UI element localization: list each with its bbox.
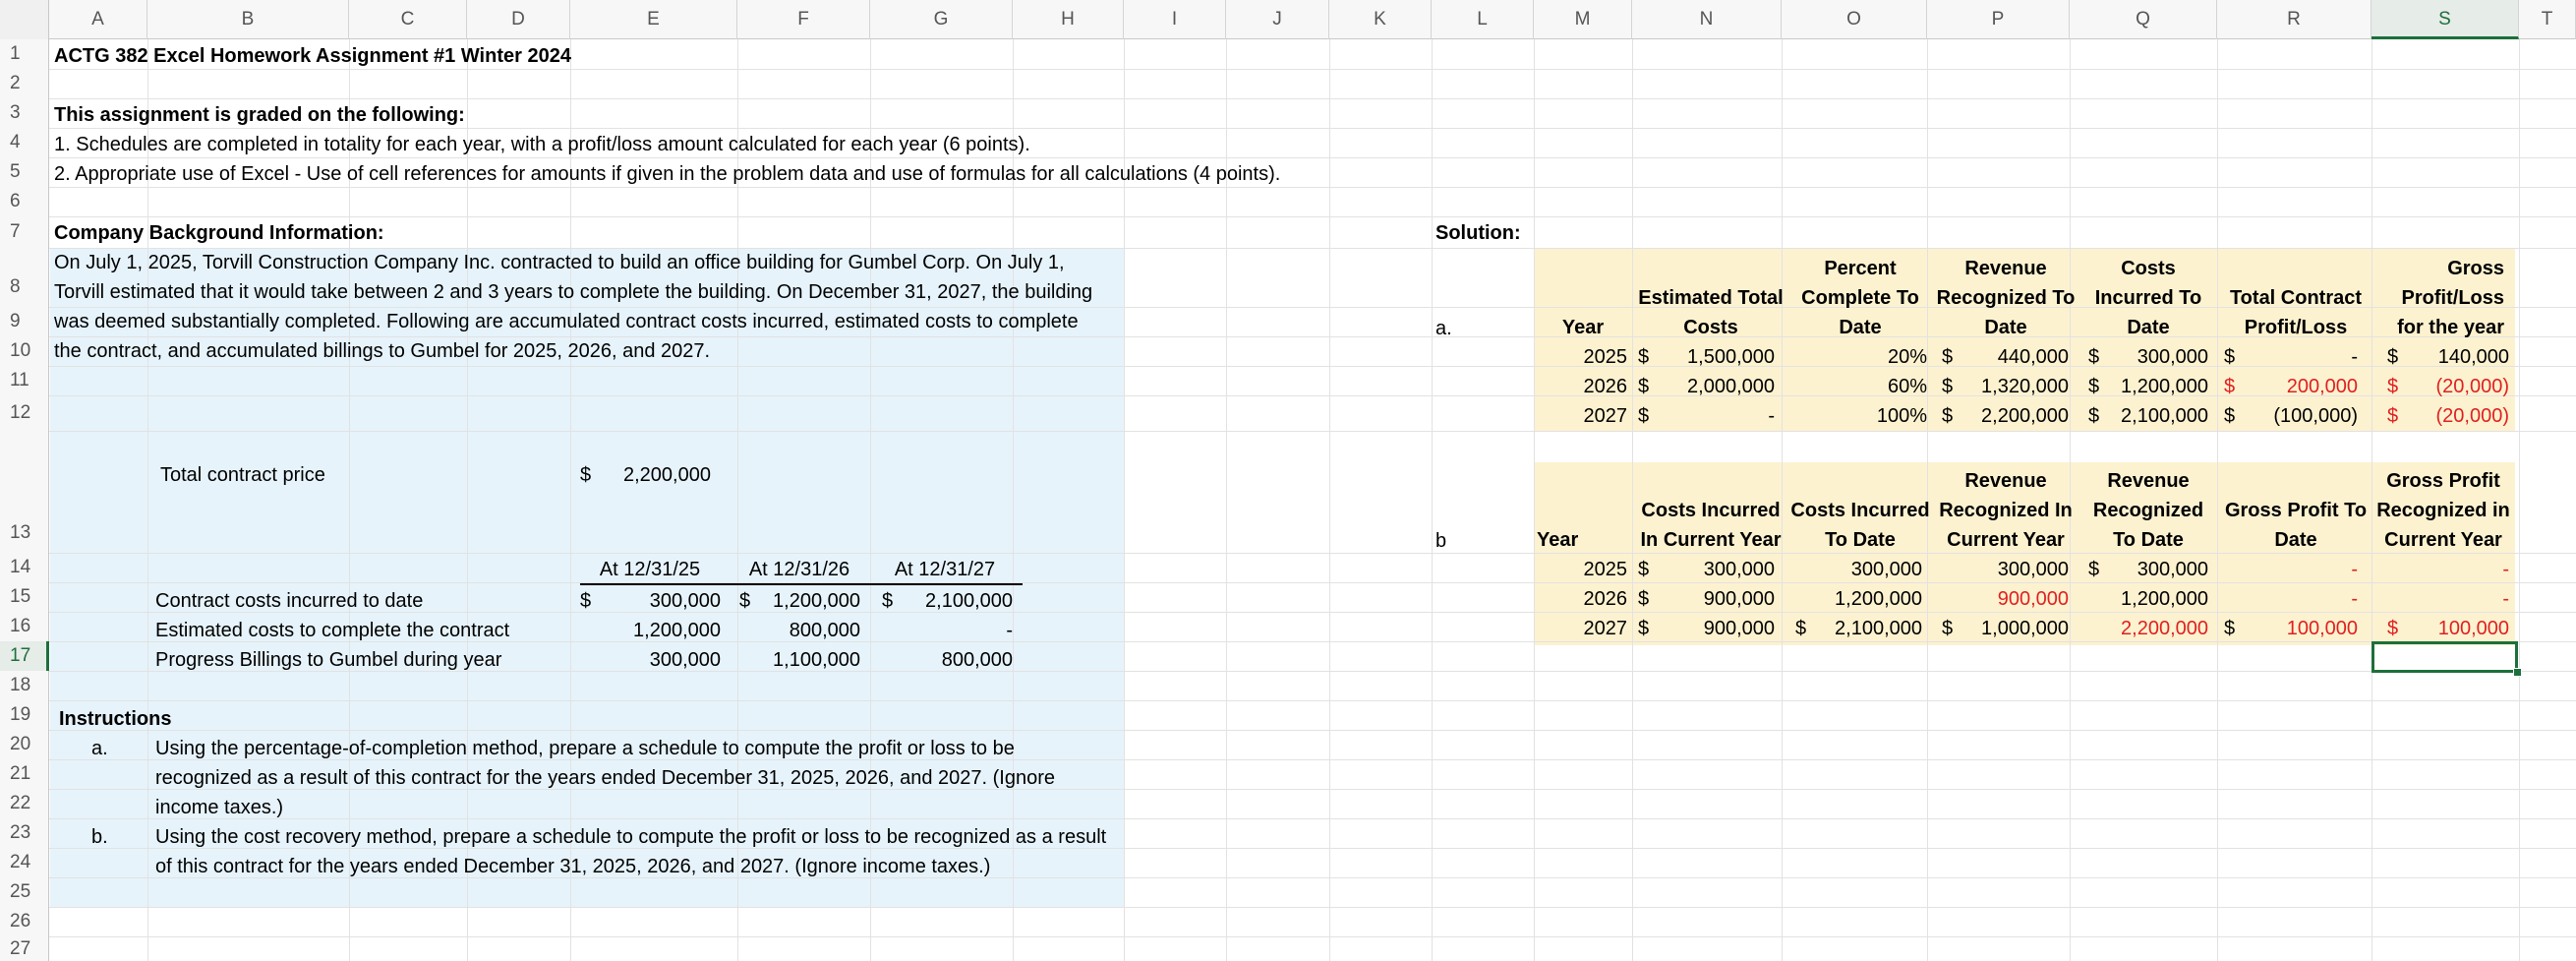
table-a-header[interactable]: Date [2127,317,2170,338]
row-gridline [0,98,2576,99]
table-a-header[interactable]: Gross [2447,258,2504,279]
table-a-header[interactable]: Year [1561,317,1605,338]
row-header-23[interactable]: 23 [10,822,31,843]
grading-item-1[interactable]: 1. Schedules are completed in totality for each year, with a profit/loss amount calculated for each year (6 points). [54,134,1030,155]
table-b-rev-current[interactable]: 300,000 [1997,559,2069,580]
table-a-dollar: $ [2387,346,2399,368]
data-dollar: $ [739,590,751,612]
row-gridline [0,216,2576,217]
column-header-o[interactable]: O [1782,0,1927,39]
table-b-costs-to-date[interactable]: 2,100,000 [1835,618,1922,639]
table-b-costs-current[interactable]: 900,000 [1703,588,1775,610]
column-gridline [1782,0,1783,961]
column-header-t[interactable]: T [2519,0,2576,39]
table-b-dollar: $ [1638,618,1650,639]
table-b-header[interactable]: Gross Profit To [2224,500,2368,521]
row-header-16[interactable]: 16 [10,616,31,636]
column-header-d[interactable]: D [467,0,570,39]
table-a-est-total[interactable]: 2,000,000 [1687,376,1775,397]
row-header-22[interactable]: 22 [10,793,31,813]
table-b-rev-to-date[interactable]: 300,000 [2137,559,2208,580]
instruction-a-line[interactable]: income taxes.) [155,797,284,818]
table-b-header[interactable]: To Date [1825,529,1896,551]
column-header-i[interactable]: I [1124,0,1226,39]
grading-heading[interactable]: This assignment is graded on the following: [54,104,465,126]
data-value[interactable]: 300,000 [649,590,721,612]
row-gridline [0,700,2576,701]
row-header-2[interactable]: 2 [10,73,21,93]
column-header-n[interactable]: N [1632,0,1782,39]
row-header-15[interactable]: 15 [10,586,31,607]
table-a-header[interactable]: Revenue [1964,258,2047,279]
row-header-3[interactable]: 3 [10,102,21,123]
table-b-header[interactable]: Current Year [1947,529,2065,551]
data-value[interactable]: 1,200,000 [773,590,860,612]
data-header-2026[interactable]: At 12/31/26 [748,559,850,580]
data-row-label[interactable]: Progress Billings to Gumbel during year [155,649,502,671]
row-header-24[interactable]: 24 [10,852,31,872]
table-b-gp-current[interactable]: 100,000 [2437,618,2509,639]
assignment-title[interactable]: ACTG 382 Excel Homework Assignment #1 Winter 2024 [54,45,571,67]
table-b-header[interactable]: Recognized [2092,500,2204,521]
row-header-10[interactable]: 10 [10,340,31,361]
solution-label[interactable]: Solution: [1435,222,1521,244]
table-a-percent[interactable]: 60% [1887,376,1927,397]
table-a-est-total[interactable]: 1,500,000 [1687,346,1775,368]
table-b-header[interactable]: Recognized In [1939,500,2073,521]
table-a-header[interactable]: for the year [2397,317,2504,338]
background-line-1[interactable]: On July 1, 2025, Torvill Construction Company Inc. contracted to build an office building for Gumbel Corp. On July 1, [54,252,1065,273]
table-a-dollar: $ [2088,405,2100,427]
table-b-costs-current[interactable]: 300,000 [1703,559,1775,580]
table-a-header[interactable]: Date [1839,317,1882,338]
table-b-dollar: $ [1942,618,1954,639]
table-b-costs-current[interactable]: 900,000 [1703,618,1775,639]
row-header-13[interactable]: 13 [10,522,31,543]
column-header-r[interactable]: R [2217,0,2371,39]
column-header-b[interactable]: B [147,0,349,39]
background-line-2[interactable]: Torvill estimated that it would take between 2 and 3 years to complete the building. On December 31, 2027, the building [54,281,1093,303]
row-header-7[interactable]: 7 [10,221,21,242]
table-a-dollar: $ [1942,405,1954,427]
table-b-year[interactable]: 2027 [1583,618,1627,639]
column-header-p[interactable]: P [1927,0,2070,39]
table-b-rev-current[interactable]: 900,000 [1997,588,2069,610]
column-gridline [1432,0,1433,961]
table-a-header[interactable]: Costs [2121,258,2176,279]
column-header-j[interactable]: J [1226,0,1329,39]
column-header-a[interactable]: A [49,0,147,39]
column-header-k[interactable]: K [1329,0,1432,39]
column-header-l[interactable]: L [1432,0,1534,39]
data-value[interactable]: 2,100,000 [925,590,1013,612]
table-b-costs-to-date[interactable]: 1,200,000 [1835,588,1922,610]
table-a-header[interactable]: Costs [1683,317,1738,338]
table-b-dollar: $ [1638,588,1650,610]
column-header-q[interactable]: Q [2070,0,2217,39]
table-a-costs[interactable]: 2,100,000 [2121,405,2208,427]
row-header-12[interactable]: 12 [10,402,31,423]
table-a-year[interactable]: 2027 [1583,405,1627,427]
data-value[interactable]: - [1006,620,1013,641]
row-gridline [0,431,2576,432]
data-value[interactable]: 300,000 [649,649,721,671]
column-gridline [1124,0,1125,961]
column-header-s[interactable]: S [2371,0,2519,39]
table-a-header[interactable]: Recognized To [1936,287,2076,309]
table-b-header[interactable]: To Date [2113,529,2184,551]
table-b-dollar: $ [2387,618,2399,639]
table-b-rev-to-date[interactable]: 1,200,000 [2121,588,2208,610]
column-header-m[interactable]: M [1534,0,1632,39]
table-a-dollar: $ [2387,376,2399,397]
data-header-2025[interactable]: At 12/31/25 [599,559,701,580]
row-header-20[interactable]: 20 [10,734,31,754]
grading-item-2[interactable]: 2. Appropriate use of Excel - Use of cell references for amounts if given in the problem data and use of formulas for all calculations (4 points). [54,163,1281,185]
background-line-4[interactable]: the contract, and accumulated billings to Gumbel for 2025, 2026, and 2027. [54,340,711,362]
row-header-1[interactable]: 1 [10,43,21,64]
contract-price-value[interactable]: 2,200,000 [623,464,711,486]
table-b-year[interactable]: 2026 [1583,588,1627,610]
row-header-26[interactable]: 26 [10,911,31,931]
table-a-total-profit[interactable]: (100,000) [2273,405,2358,427]
table-a-dollar: $ [1942,376,1954,397]
row-gridline [0,818,2576,819]
data-value[interactable]: 800,000 [789,620,860,641]
column-gridline [2519,0,2520,961]
instruction-b-line[interactable]: Using the cost recovery method, prepare a schedule to compute the profit or loss to be recognized as a result [155,826,1107,848]
table-b-header[interactable]: Current Year [2384,529,2502,551]
column-gridline [1329,0,1330,961]
table-b-header[interactable]: Costs Incurred [1790,500,1930,521]
table-b-gp-to-date[interactable]: 100,000 [2286,618,2358,639]
row-header-4[interactable]: 4 [10,132,21,152]
table-b-gp-current[interactable]: - [2502,559,2509,580]
instruction-a-line[interactable]: Using the percentage-of-completion method, prepare a schedule to compute the profit or loss to be [155,738,1015,759]
background-line-3[interactable]: was deemed substantially completed. Following are accumulated contract costs incurred, estimated costs to complete [54,311,1079,332]
contract-price-dollar: $ [580,464,592,486]
table-a-header[interactable]: Profit/Loss [2401,287,2504,309]
row-gridline [0,730,2576,731]
table-a-dollar: $ [1638,346,1650,368]
row-header-17[interactable]: 17 [0,641,49,671]
table-a-dollar: $ [1942,346,1954,368]
row-header-11[interactable]: 11 [10,370,29,390]
table-a-percent[interactable]: 20% [1887,346,1927,368]
table-a-costs[interactable]: 300,000 [2137,346,2208,368]
table-a-header[interactable]: Incurred To [2094,287,2202,309]
column-header-g[interactable]: G [870,0,1013,39]
row-header-14[interactable]: 14 [10,557,31,577]
table-a-header[interactable]: Profit/Loss [2244,317,2348,338]
table-b-header[interactable]: In Current Year [1640,529,1782,551]
part-a-label[interactable]: a. [1435,318,1452,339]
instruction-b-line[interactable]: of this contract for the years ended December 31, 2025, 2026, and 2027. (Ignore income taxes.) [155,856,991,877]
table-a-gross-profit[interactable]: (20,000) [2435,376,2509,397]
table-b-header[interactable]: Revenue [1964,470,2047,492]
table-a-revenue[interactable]: 1,320,000 [1981,376,2069,397]
row-header-19[interactable]: 19 [10,704,31,725]
instruction-a-marker: a. [91,738,108,759]
table-b-header[interactable]: Revenue [2107,470,2190,492]
table-b-gp-to-date[interactable]: - [2351,559,2358,580]
table-a-costs[interactable]: 1,200,000 [2121,376,2208,397]
table-b-dollar: $ [2224,618,2236,639]
table-a-percent[interactable]: 100% [1876,405,1927,427]
row-gridline [0,907,2576,908]
data-value[interactable]: 1,100,000 [773,649,860,671]
table-a-dollar: $ [2224,376,2236,397]
table-b-header[interactable]: Costs Incurred [1641,500,1781,521]
data-row-label[interactable]: Estimated costs to complete the contract [155,620,510,641]
table-a-header[interactable]: Estimated Total [1638,287,1784,309]
table-a-gross-profit[interactable]: (20,000) [2435,405,2509,427]
table-b-header[interactable]: Recognized in [2376,500,2510,521]
data-header-underline [580,583,1023,585]
table-a-dollar: $ [2088,376,2100,397]
row-header-5[interactable]: 5 [10,161,21,182]
table-a-header[interactable]: Total Contract [2229,287,2363,309]
table-b-dollar: $ [2088,559,2100,580]
contract-price-label[interactable]: Total contract price [160,464,325,486]
table-b-gp-to-date[interactable]: - [2351,588,2358,610]
fill-handle[interactable] [2513,668,2522,677]
table-a-header[interactable]: Complete To [1801,287,1919,309]
instructions-heading[interactable]: Instructions [59,708,172,730]
data-dollar: $ [580,590,592,612]
table-b-dollar: $ [1638,559,1650,580]
column-gridline [1632,0,1633,961]
row-header-18[interactable]: 18 [10,675,31,695]
table-a-revenue[interactable]: 2,200,000 [1981,405,2069,427]
row-header-8[interactable]: 8 [10,276,21,297]
column-header-f[interactable]: F [737,0,870,39]
table-b-header[interactable]: Gross Profit [2386,470,2500,492]
table-b-header[interactable]: Date [2274,529,2317,551]
select-all-corner[interactable] [0,0,49,39]
data-dollar: $ [882,590,894,612]
column-header-e[interactable]: E [570,0,737,39]
table-b-header[interactable]: Year [1537,529,1579,551]
table-b-dollar: $ [1795,618,1807,639]
row-header-25[interactable]: 25 [10,881,31,902]
row-gridline [0,936,2576,937]
part-b-label[interactable]: b [1435,530,1447,552]
data-value[interactable]: 1,200,000 [633,620,721,641]
table-a-year[interactable]: 2026 [1583,376,1627,397]
table-a-dollar: $ [1638,405,1650,427]
table-a-dollar: $ [2088,346,2100,368]
table-a-dollar: $ [2387,405,2399,427]
data-row-label[interactable]: Contract costs incurred to date [155,590,424,612]
table-a-total-profit[interactable]: 200,000 [2286,376,2358,397]
row-header-9[interactable]: 9 [10,311,21,331]
row-header-6[interactable]: 6 [10,191,21,211]
column-header-h[interactable]: H [1013,0,1124,39]
table-a-dollar: $ [2224,346,2236,368]
row-header-27[interactable]: 27 [10,938,31,959]
table-b-gp-current[interactable]: - [2502,588,2509,610]
data-value[interactable]: 800,000 [941,649,1013,671]
instruction-a-line[interactable]: recognized as a result of this contract for the years ended December 31, 2025, 2026, and 2027. (Ignore [155,767,1056,789]
background-heading[interactable]: Company Background Information: [54,222,384,244]
table-a-dollar: $ [1638,376,1650,397]
column-gridline [1226,0,1227,961]
table-a-total-profit[interactable]: - [2351,346,2358,368]
instruction-b-marker: b. [91,826,108,848]
active-cell-selection[interactable] [2371,641,2518,673]
table-b-rev-to-date[interactable]: 2,200,000 [2121,618,2208,639]
table-a-header[interactable]: Date [1984,317,2027,338]
table-a-gross-profit[interactable]: 140,000 [2437,346,2509,368]
data-header-2027[interactable]: At 12/31/27 [894,559,996,580]
table-b-year[interactable]: 2025 [1583,559,1627,580]
table-a-revenue[interactable]: 440,000 [1997,346,2069,368]
table-a-year[interactable]: 2025 [1583,346,1627,368]
table-b-costs-to-date[interactable]: 300,000 [1850,559,1922,580]
row-header-21[interactable]: 21 [10,763,31,784]
table-a-dollar: $ [2224,405,2236,427]
column-header-c[interactable]: C [349,0,467,39]
table-a-header[interactable]: Percent [1824,258,1897,279]
table-b-rev-current[interactable]: 1,000,000 [1981,618,2069,639]
column-gridline [1534,0,1535,961]
table-a-est-total[interactable]: - [1768,405,1775,427]
